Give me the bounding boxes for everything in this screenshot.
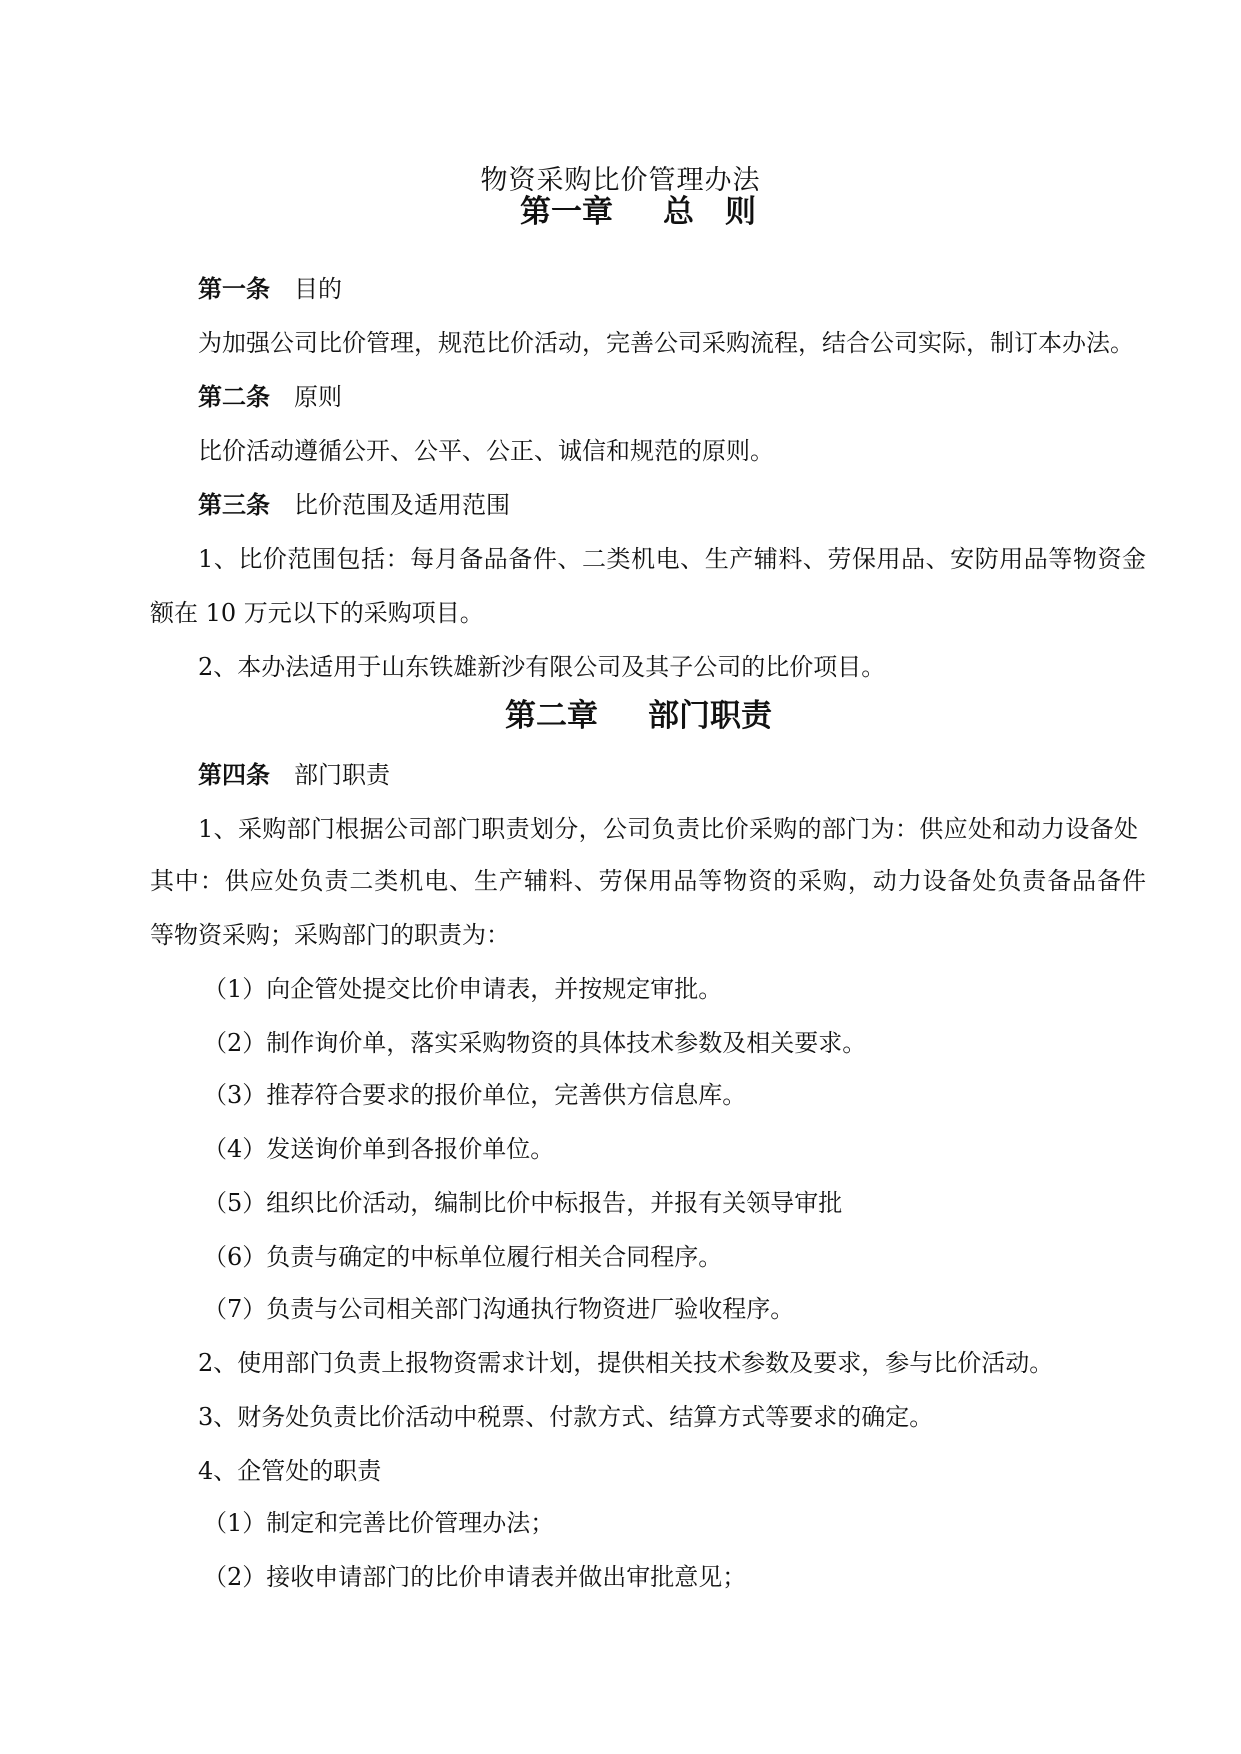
item-4-duty: （2）接收申请部门的比价申请表并做出审批意见；: [203, 1563, 747, 1591]
article-4-number: 第四条: [198, 761, 270, 789]
article-4-item-1-line-2: 其中：供应处负责二类机电、生产辅料、劳保用品等物资的采购，动力设备处负责备品备件: [150, 867, 1146, 895]
article-3-heading: [198, 490, 510, 520]
article-3-title: 比价范围及适用范围: [294, 491, 510, 519]
article-3-item-2: 2、本办法适用于山东铁雄新沙有限公司及其子公司的比价项目。: [198, 653, 886, 681]
item-4-duty: （1）制定和完善比价管理办法；: [203, 1509, 555, 1537]
article-4-item-3: 3、财务处负责比价活动中税票、付款方式、结算方式等要求的确定。: [198, 1403, 934, 1431]
duty-item: （6）负责与确定的中标单位履行相关合同程序。: [203, 1243, 723, 1271]
article-2-text: 比价活动遵循公开、公平、公正、诚信和规范的原则。: [198, 437, 774, 465]
article-3-item-1-line-2: 额在 10 万元以下的采购项目。: [150, 599, 484, 627]
article-4-title: 部门职责: [294, 761, 390, 789]
chapter-2-heading: [505, 696, 772, 736]
article-2-number: 第二条: [198, 383, 270, 411]
duty-item: （2）制作询价单，落实采购物资的具体技术参数及相关要求。: [203, 1029, 867, 1057]
chapter-2-name: 部门职责: [648, 698, 772, 734]
article-4-item-4: 4、企管处的职责: [198, 1457, 382, 1485]
document-title: 物资采购比价管理办法: [480, 165, 761, 196]
article-3-item-1-line-1: 1、比价范围包括：每月备品备件、二类机电、生产辅料、劳保用品、安防用品等物资金: [198, 545, 1146, 573]
chapter-1-heading: [520, 192, 756, 232]
article-4-item-1-line-1: 1、采购部门根据公司部门职责划分，公司负责比价采购的部门为：供应处和动力设备处: [198, 815, 1138, 843]
article-1-number: 第一条: [198, 275, 270, 303]
duty-item: （1）向企管处提交比价申请表，并按规定审批。: [203, 975, 723, 1003]
article-4-heading: [198, 760, 390, 790]
chapter-1-number: 第一章: [520, 194, 613, 230]
chapter-2-number: 第二章: [505, 698, 598, 734]
article-1-heading: [198, 274, 342, 304]
article-3-number: 第三条: [198, 491, 270, 519]
duty-item: （3）推荐符合要求的报价单位，完善供方信息库。: [203, 1081, 747, 1109]
article-1-text: 为加强公司比价管理，规范比价活动，完善公司采购流程，结合公司实际，制订本办法。: [198, 329, 1134, 357]
article-4-item-1-line-3: 等物资采购；采购部门的职责为：: [150, 921, 510, 949]
article-1-title: 目的: [294, 275, 342, 303]
duty-item: （4）发送询价单到各报价单位。: [203, 1135, 555, 1163]
article-2-title: 原则: [294, 383, 342, 411]
duty-item: （7）负责与公司相关部门沟通执行物资进厂验收程序。: [203, 1295, 795, 1323]
chapter-1-name: 总 则: [663, 194, 756, 230]
article-4-item-2: 2、使用部门负责上报物资需求计划，提供相关技术参数及要求，参与比价活动。: [198, 1349, 1054, 1377]
article-2-heading: [198, 382, 342, 412]
duty-item: （5）组织比价活动，编制比价中标报告，并报有关领导审批: [203, 1189, 843, 1217]
